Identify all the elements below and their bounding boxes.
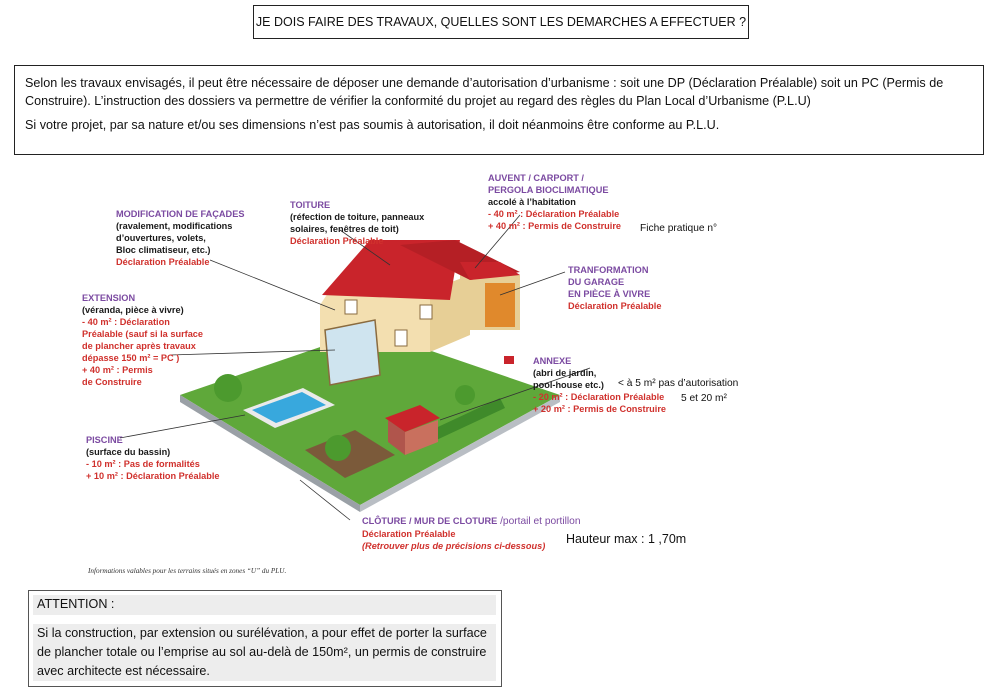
intro-box: [14, 65, 984, 155]
cloture-note: (Retrouver plus de précisions ci-dessous): [362, 541, 546, 551]
extension-rule-3: de plancher après travaux: [82, 341, 196, 351]
garage-rule: Déclaration Préalable: [568, 301, 662, 311]
label-auvent: [488, 172, 621, 232]
auvent-heading-2: PERGOLA BIOCLIMATIQUE: [488, 185, 609, 195]
facades-heading: MODIFICATION DE FAÇADES: [116, 209, 245, 219]
tree-garden: [325, 435, 351, 461]
window-2: [395, 330, 407, 346]
cloture-rule: Déclaration Préalable: [362, 529, 456, 539]
annexe-heading: ANNEXE: [533, 356, 572, 366]
garage-heading-3: EN PIÈCE À VIVRE: [568, 289, 651, 299]
cloture-suffix: /portail et portillon: [497, 516, 581, 527]
label-piscine: [86, 434, 220, 482]
annexe-rule-2: + 20 m² : Permis de Construire: [533, 404, 667, 414]
auvent-line: accolé à l’habitation: [488, 197, 576, 207]
extension-line: (véranda, pièce à vivre): [82, 305, 184, 315]
attention-body: Si la construction, par extension ou surélévation, a pour effet de porter la surface de plancher totale ou l’emprise au sol au-delà de 150m², un permis de construire avec architecte est nécessaire.: [33, 624, 496, 681]
annexe-range-note: 5 et 20 m²: [681, 393, 727, 404]
label-garage: [568, 264, 661, 312]
intro-paragraph-2: Si votre projet, par sa nature et/ou ses dimensions n’est pas soumis à autorisation, il doit néanmoins être conforme au P.L.U.: [25, 118, 720, 132]
intro-paragraph-1: Selon les travaux envisagés, il peut être nécessaire de déposer une demande d’autorisation d’urbanisme : soit une DP (Déclaration Préalable) soit un PC (Permis de Construire). L’instruction des dossiers va permettre de vérifier la conformité du projet au regard des règles du Plan Local d’Urbanisme (P.L.U): [25, 76, 944, 108]
piscine-heading: PISCINE: [86, 435, 123, 445]
piscine-rule-2: + 10 m² : Déclaration Préalable: [86, 471, 220, 481]
garage-heading-2: DU GARAGE: [568, 277, 625, 287]
toiture-line-1: (réfection de toiture, panneaux: [290, 212, 425, 222]
facades-line-1: (ravalement, modifications: [116, 221, 233, 231]
page-title: JE DOIS FAIRE DES TRAVAUX, QUELLES SONT LES DEMARCHES A EFFECTUER ?: [253, 5, 749, 39]
annexe-line-2: pool-house etc.): [533, 380, 604, 390]
annexe-small-note: < à 5 m² pas d’autorisation: [618, 378, 739, 389]
piscine-rule-1: - 10 m² : Pas de formalités: [86, 459, 200, 469]
annexe-rule-1: - 20 m² : Déclaration Préalable: [533, 392, 665, 402]
label-facades: [116, 208, 244, 268]
facades-rule: Déclaration Préalable: [116, 257, 210, 267]
garage-door: [485, 283, 515, 327]
extension-rule-2: Préalable (sauf si la surface: [82, 329, 204, 339]
veranda: [325, 320, 380, 385]
label-extension: [82, 292, 203, 388]
footnote: Informations valables pour les terrains situés en zones “U” du PLU.: [88, 567, 287, 575]
fiche-pratique-note: Fiche pratique n°: [640, 223, 718, 234]
auvent-rule-2: + 40 m² : Permis de Construire: [488, 221, 622, 231]
auvent-heading-1: AUVENT / CARPORT /: [488, 173, 584, 183]
bush-right: [455, 385, 475, 405]
toiture-heading: TOITURE: [290, 200, 331, 210]
extension-rule-5: + 40 m² : Permis: [82, 365, 153, 375]
facades-line-3: Bloc climatiseur, etc.): [116, 245, 211, 255]
extension-rule-4: dépasse 150 m² = PC ): [82, 353, 180, 363]
hauteur-max-note: Hauteur max : 1 ,70m: [566, 532, 687, 546]
facades-line-2: d’ouvertures, volets,: [116, 233, 206, 243]
label-cloture: [362, 515, 581, 552]
cloture-heading-line: [362, 515, 581, 528]
label-toiture: [290, 199, 424, 247]
toiture-line-2: solaires, fenêtres de toit): [290, 224, 399, 234]
extension-heading: EXTENSION: [82, 293, 136, 303]
cloture-heading: CLÔTURE / MUR DE CLOTURE: [362, 516, 498, 526]
window-1: [345, 300, 357, 314]
piscine-line: (surface du bassin): [86, 447, 171, 457]
tree-left: [214, 374, 242, 402]
attention-title: ATTENTION :: [33, 595, 496, 615]
extension-rule-6: de Construire: [82, 377, 142, 387]
attention-box: [28, 590, 502, 687]
annexe-line-1: (abri de jardin,: [533, 368, 597, 378]
auvent-rule-1: - 40 m² : Déclaration Préalable: [488, 209, 620, 219]
extension-rule-1: - 40 m² : Déclaration: [82, 317, 170, 327]
window-3: [420, 305, 432, 319]
garage-heading-1: TRANFORMATION: [568, 265, 649, 275]
mailbox: [504, 356, 514, 364]
toiture-rule: Déclaration Préalable: [290, 236, 384, 246]
